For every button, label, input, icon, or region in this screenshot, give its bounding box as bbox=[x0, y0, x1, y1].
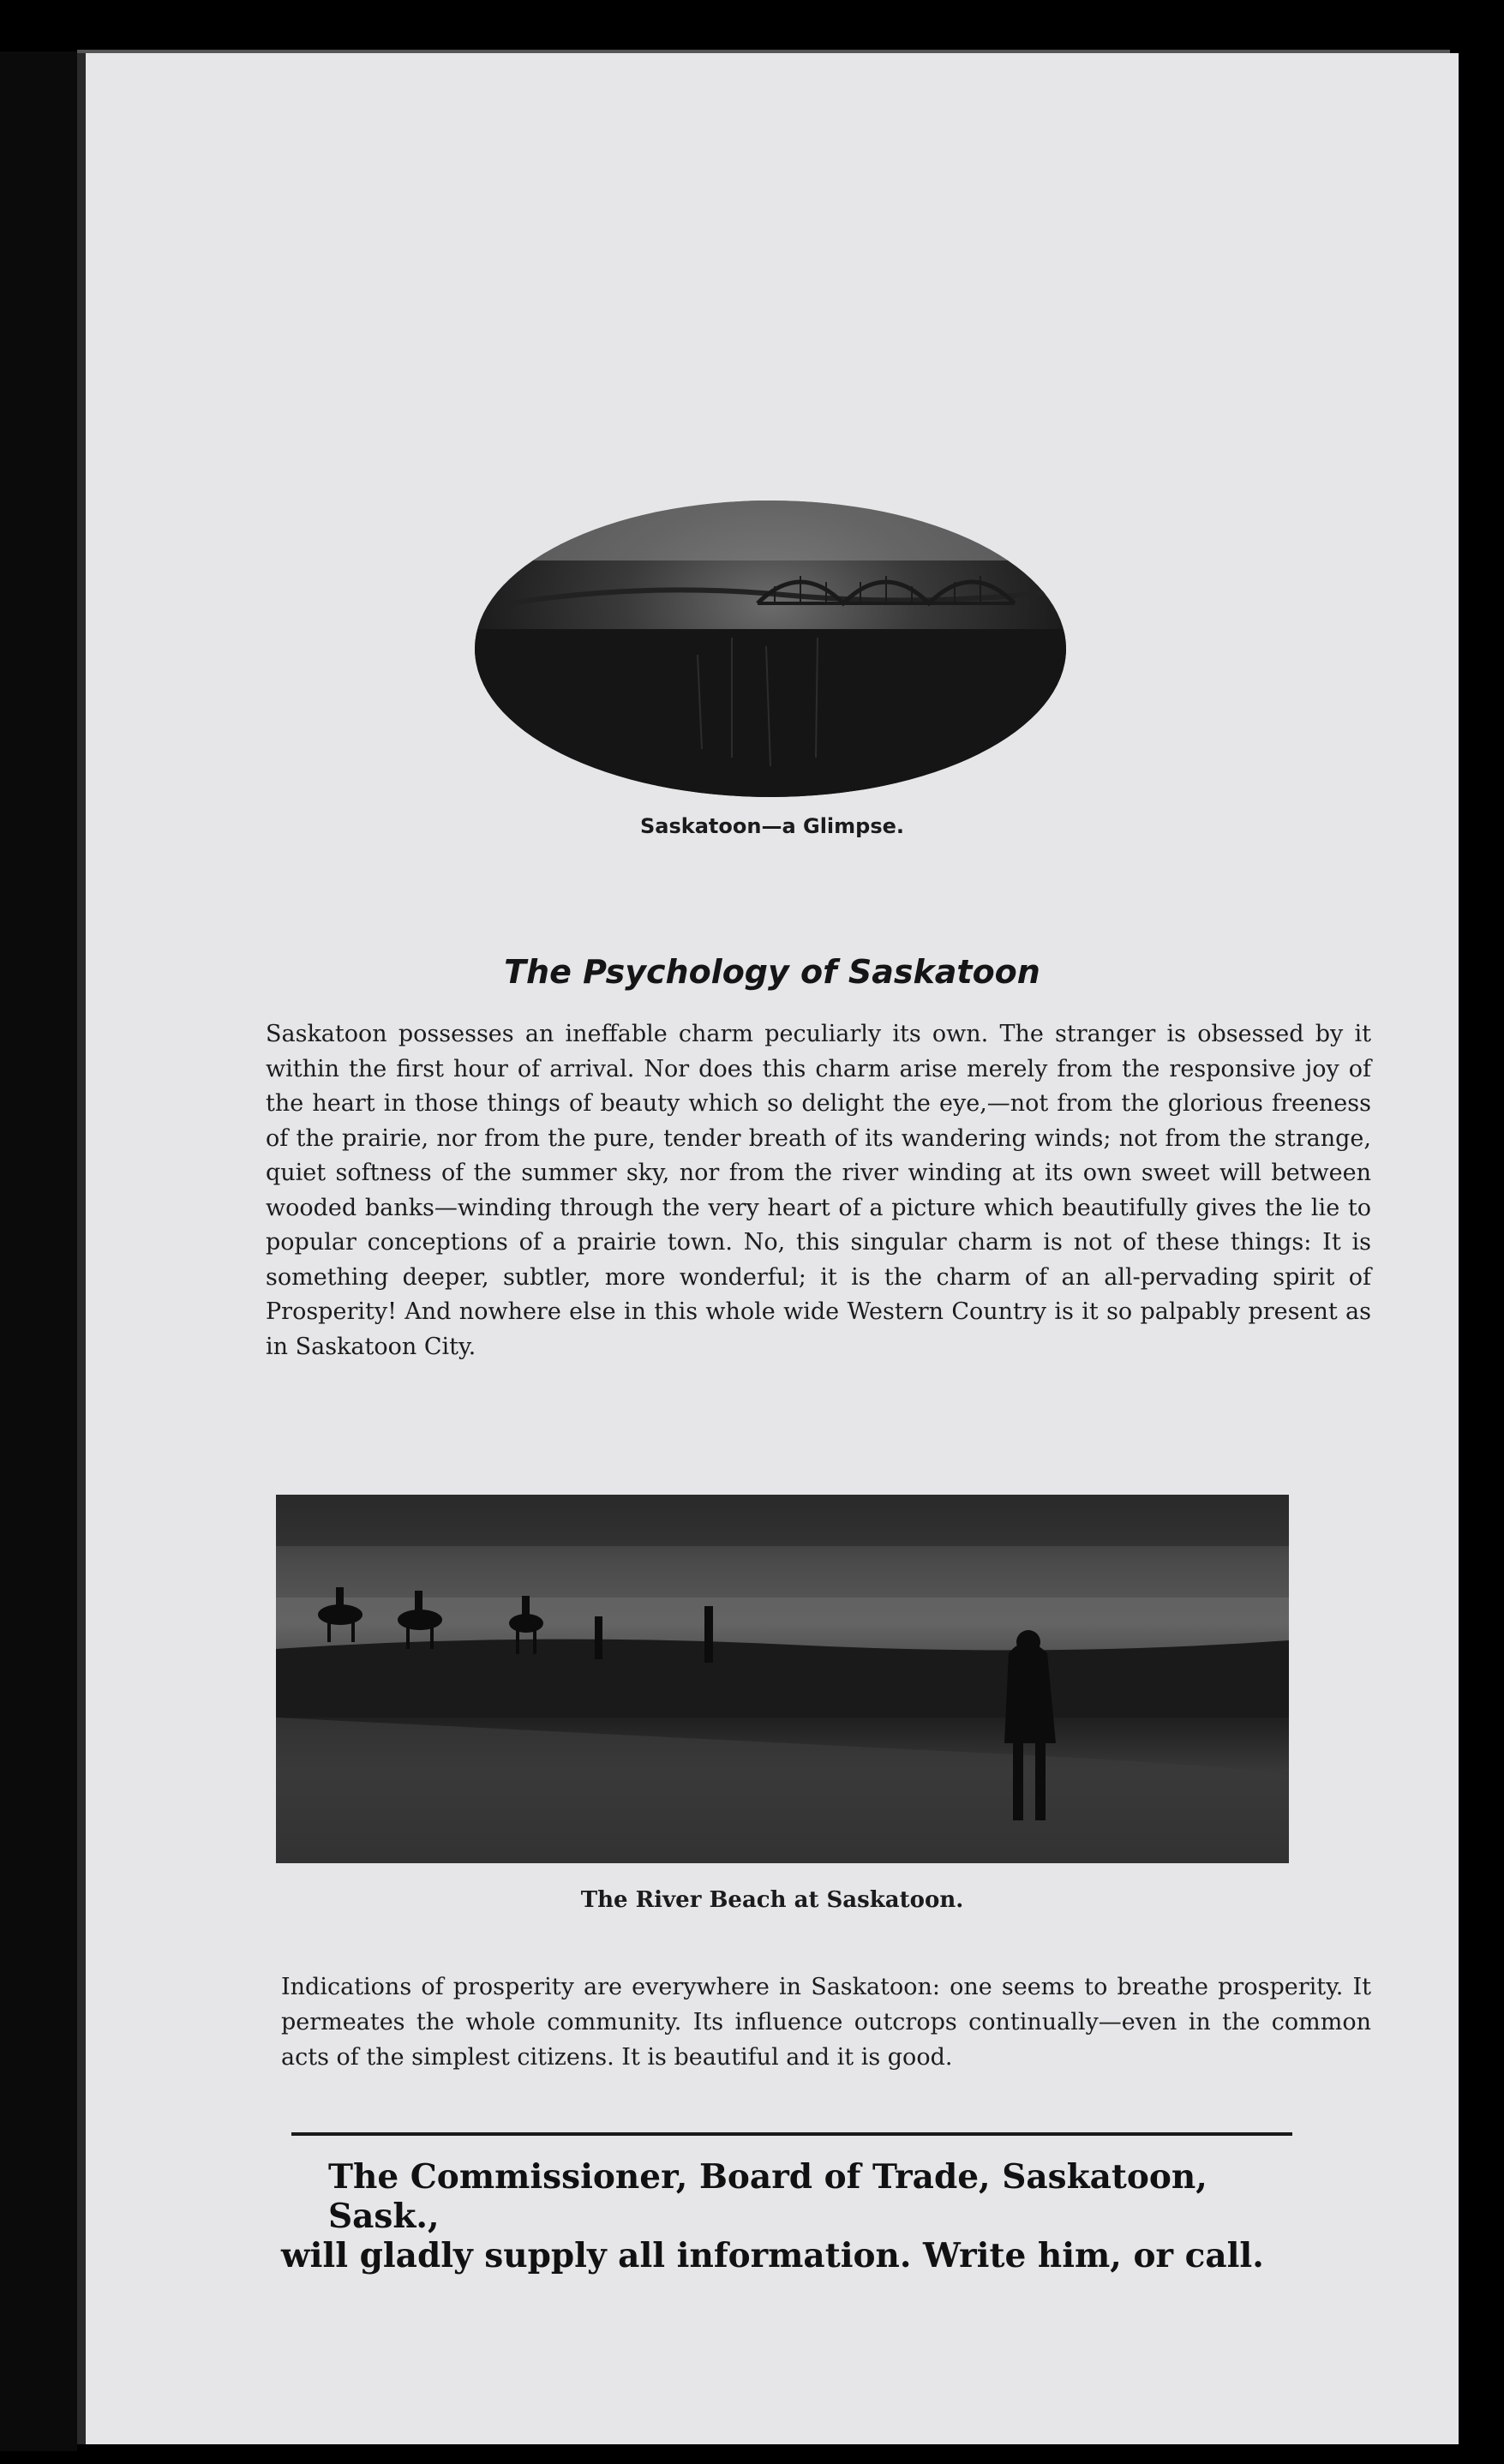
footer-notice bbox=[281, 2157, 1309, 2275]
article-title: The Psychology of Saskatoon bbox=[504, 953, 1040, 991]
saskatoon-glimpse-photo bbox=[475, 501, 1066, 797]
river-beach-photo bbox=[276, 1495, 1289, 1863]
footer-line-2: will gladly supply all information. Write him, or call. bbox=[281, 2236, 1264, 2275]
article-paragraph-1: Saskatoon possesses an ineffable charm peculiarly its own. The stranger is obsessed by it within the first hour of arrival. Nor does this charm arise merely from the responsive joy of the heart in those things of beauty which so delight the eye,—not from the glorious freeness of the prairie, nor from the pure, tender breath of its wandering winds; not from the strange, quiet softness of the summer sky, nor from the river winding at its own sweet will between wooded banks—winding through the very heart of a picture which beautifully gives the lie to popular conceptions of a prairie town. No, this singular charm is not of these things: It is something deeper, subtler, more wonderful; it is the charm of an all-pervading spirit of Prosperity! And nowhere else in this whole wide Western Country is it so palpably present as in Saskatoon City. bbox=[266, 1021, 1371, 1360]
footer-divider bbox=[291, 2132, 1292, 2136]
photo-caption-river-beach: The River Beach at Saskatoon. bbox=[580, 1887, 964, 1913]
document-page bbox=[77, 53, 1459, 2444]
article-paragraph-2: Indications of prosperity are everywhere in Saskatoon: one seems to breathe prosperity. It permeates the whole community. Its influence outcrops continually—even in the common acts of the simplest citizens. It is beautiful and it is good. bbox=[281, 1974, 1371, 2071]
footer-line-1: The Commissioner, Board of Trade, Saskatoon, Sask., bbox=[328, 2157, 1207, 2236]
photo-caption-glimpse: Saskatoon—a Glimpse. bbox=[639, 814, 905, 838]
page-binding-edge bbox=[0, 51, 77, 2451]
